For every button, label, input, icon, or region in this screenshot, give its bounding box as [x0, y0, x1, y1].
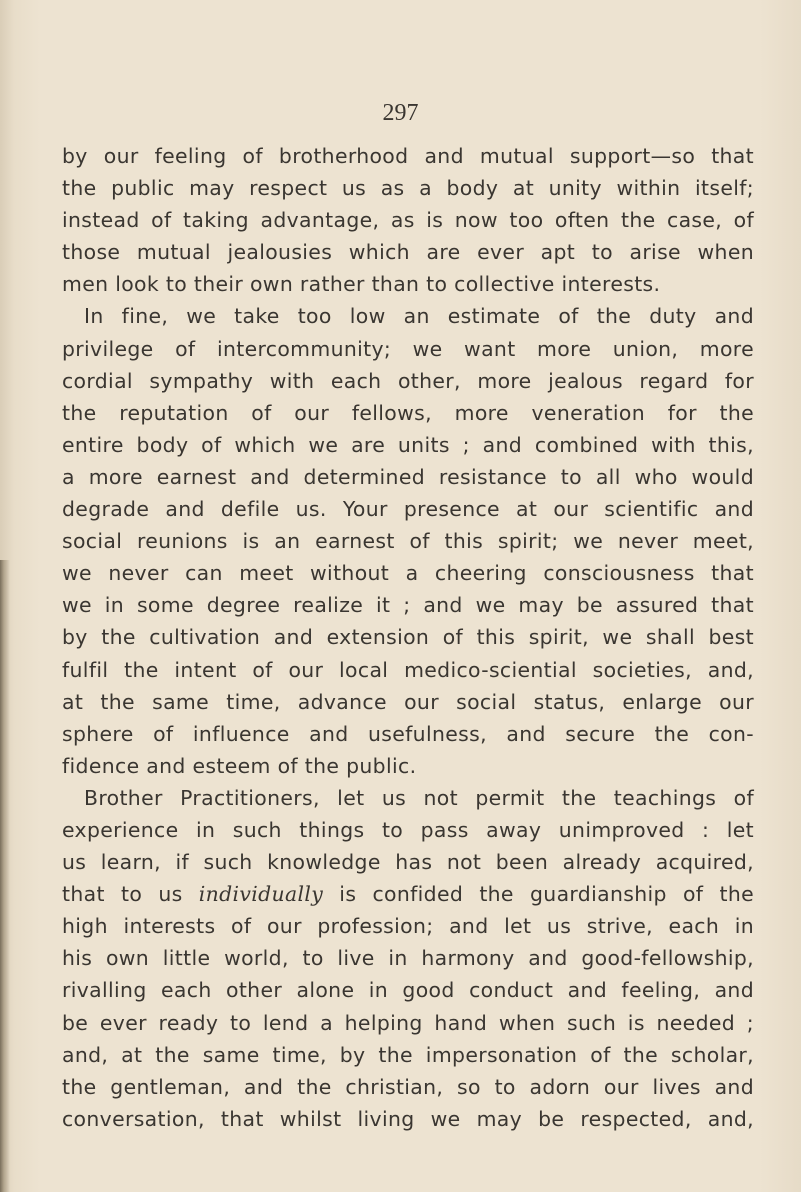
text-line: a more earnest and determined resistance to all who would: [62, 464, 754, 489]
body-text: [62, 140, 754, 1135]
text-line: fidence and esteem of the public.: [62, 753, 417, 778]
text-line: at the same time, advance our social status, enlarge our: [62, 689, 754, 714]
text-line: instead of taking advantage, as is now too often the case, of: [62, 208, 754, 233]
text-line: Brother Practitioners, let us not permit the teachings of: [84, 785, 754, 810]
text-line: the public may respect us as a body at unity within itself;: [62, 176, 754, 201]
text-line: by the cultivation and extension of this spirit, we shall best: [62, 625, 754, 650]
page-binding-edge: [0, 560, 10, 1192]
text-line: entire body of which we are units ; and combined with this,: [62, 432, 754, 457]
text-line: sphere of influence and usefulness, and secure the con-: [62, 721, 754, 746]
text-line: cordial sympathy with each other, more jealous regard for: [62, 368, 754, 393]
text-line: we in some degree realize it ; and we may be assured that: [62, 593, 754, 618]
text-line: his own little world, to live in harmony and good-fellowship,: [62, 946, 754, 971]
text-line: high interests of our profession; and let us strive, each in: [62, 914, 754, 939]
text-line: men look to their own rather than to collective interests.: [62, 272, 661, 297]
text-line: fulfil the intent of our local medico-sciential societies, and,: [62, 657, 754, 682]
text-line: conversation, that whilst living we may be respected, and,: [62, 1106, 754, 1131]
text-line: the reputation of our fellows, more veneration for the: [62, 400, 754, 425]
text-line: those mutual jealousies which are ever apt to arise when: [62, 240, 754, 265]
text-line: experience in such things to pass away unimproved : let: [62, 817, 754, 842]
text-line: social reunions is an earnest of this spirit; we never meet,: [62, 529, 754, 554]
text-line: degrade and defile us. Your presence at our scientific and: [62, 497, 754, 522]
text-line: [62, 878, 754, 910]
text-segment: is confided the guardianship of the: [323, 882, 754, 907]
italic-emphasis: individually: [198, 882, 324, 907]
text-line: the gentleman, and the christian, so to adorn our lives and: [62, 1074, 754, 1099]
text-line: In fine, we take too low an estimate of the duty and: [84, 304, 754, 329]
page-number: 297: [382, 100, 419, 126]
text-line: be ever ready to lend a helping hand when such is needed ;: [62, 1010, 754, 1035]
text-line: us learn, if such knowledge has not been already acquired,: [62, 850, 754, 875]
text-segment: that to us: [62, 882, 199, 907]
text-line: privilege of intercommunity; we want more union, more: [62, 336, 754, 361]
text-line: we never can meet without a cheering consciousness that: [62, 561, 754, 586]
text-line: rivalling each other alone in good conduct and feeling, and: [62, 978, 754, 1003]
text-line: by our feeling of brotherhood and mutual support—so that: [62, 144, 754, 168]
text-line: and, at the same time, by the impersonation of the scholar,: [62, 1042, 754, 1067]
